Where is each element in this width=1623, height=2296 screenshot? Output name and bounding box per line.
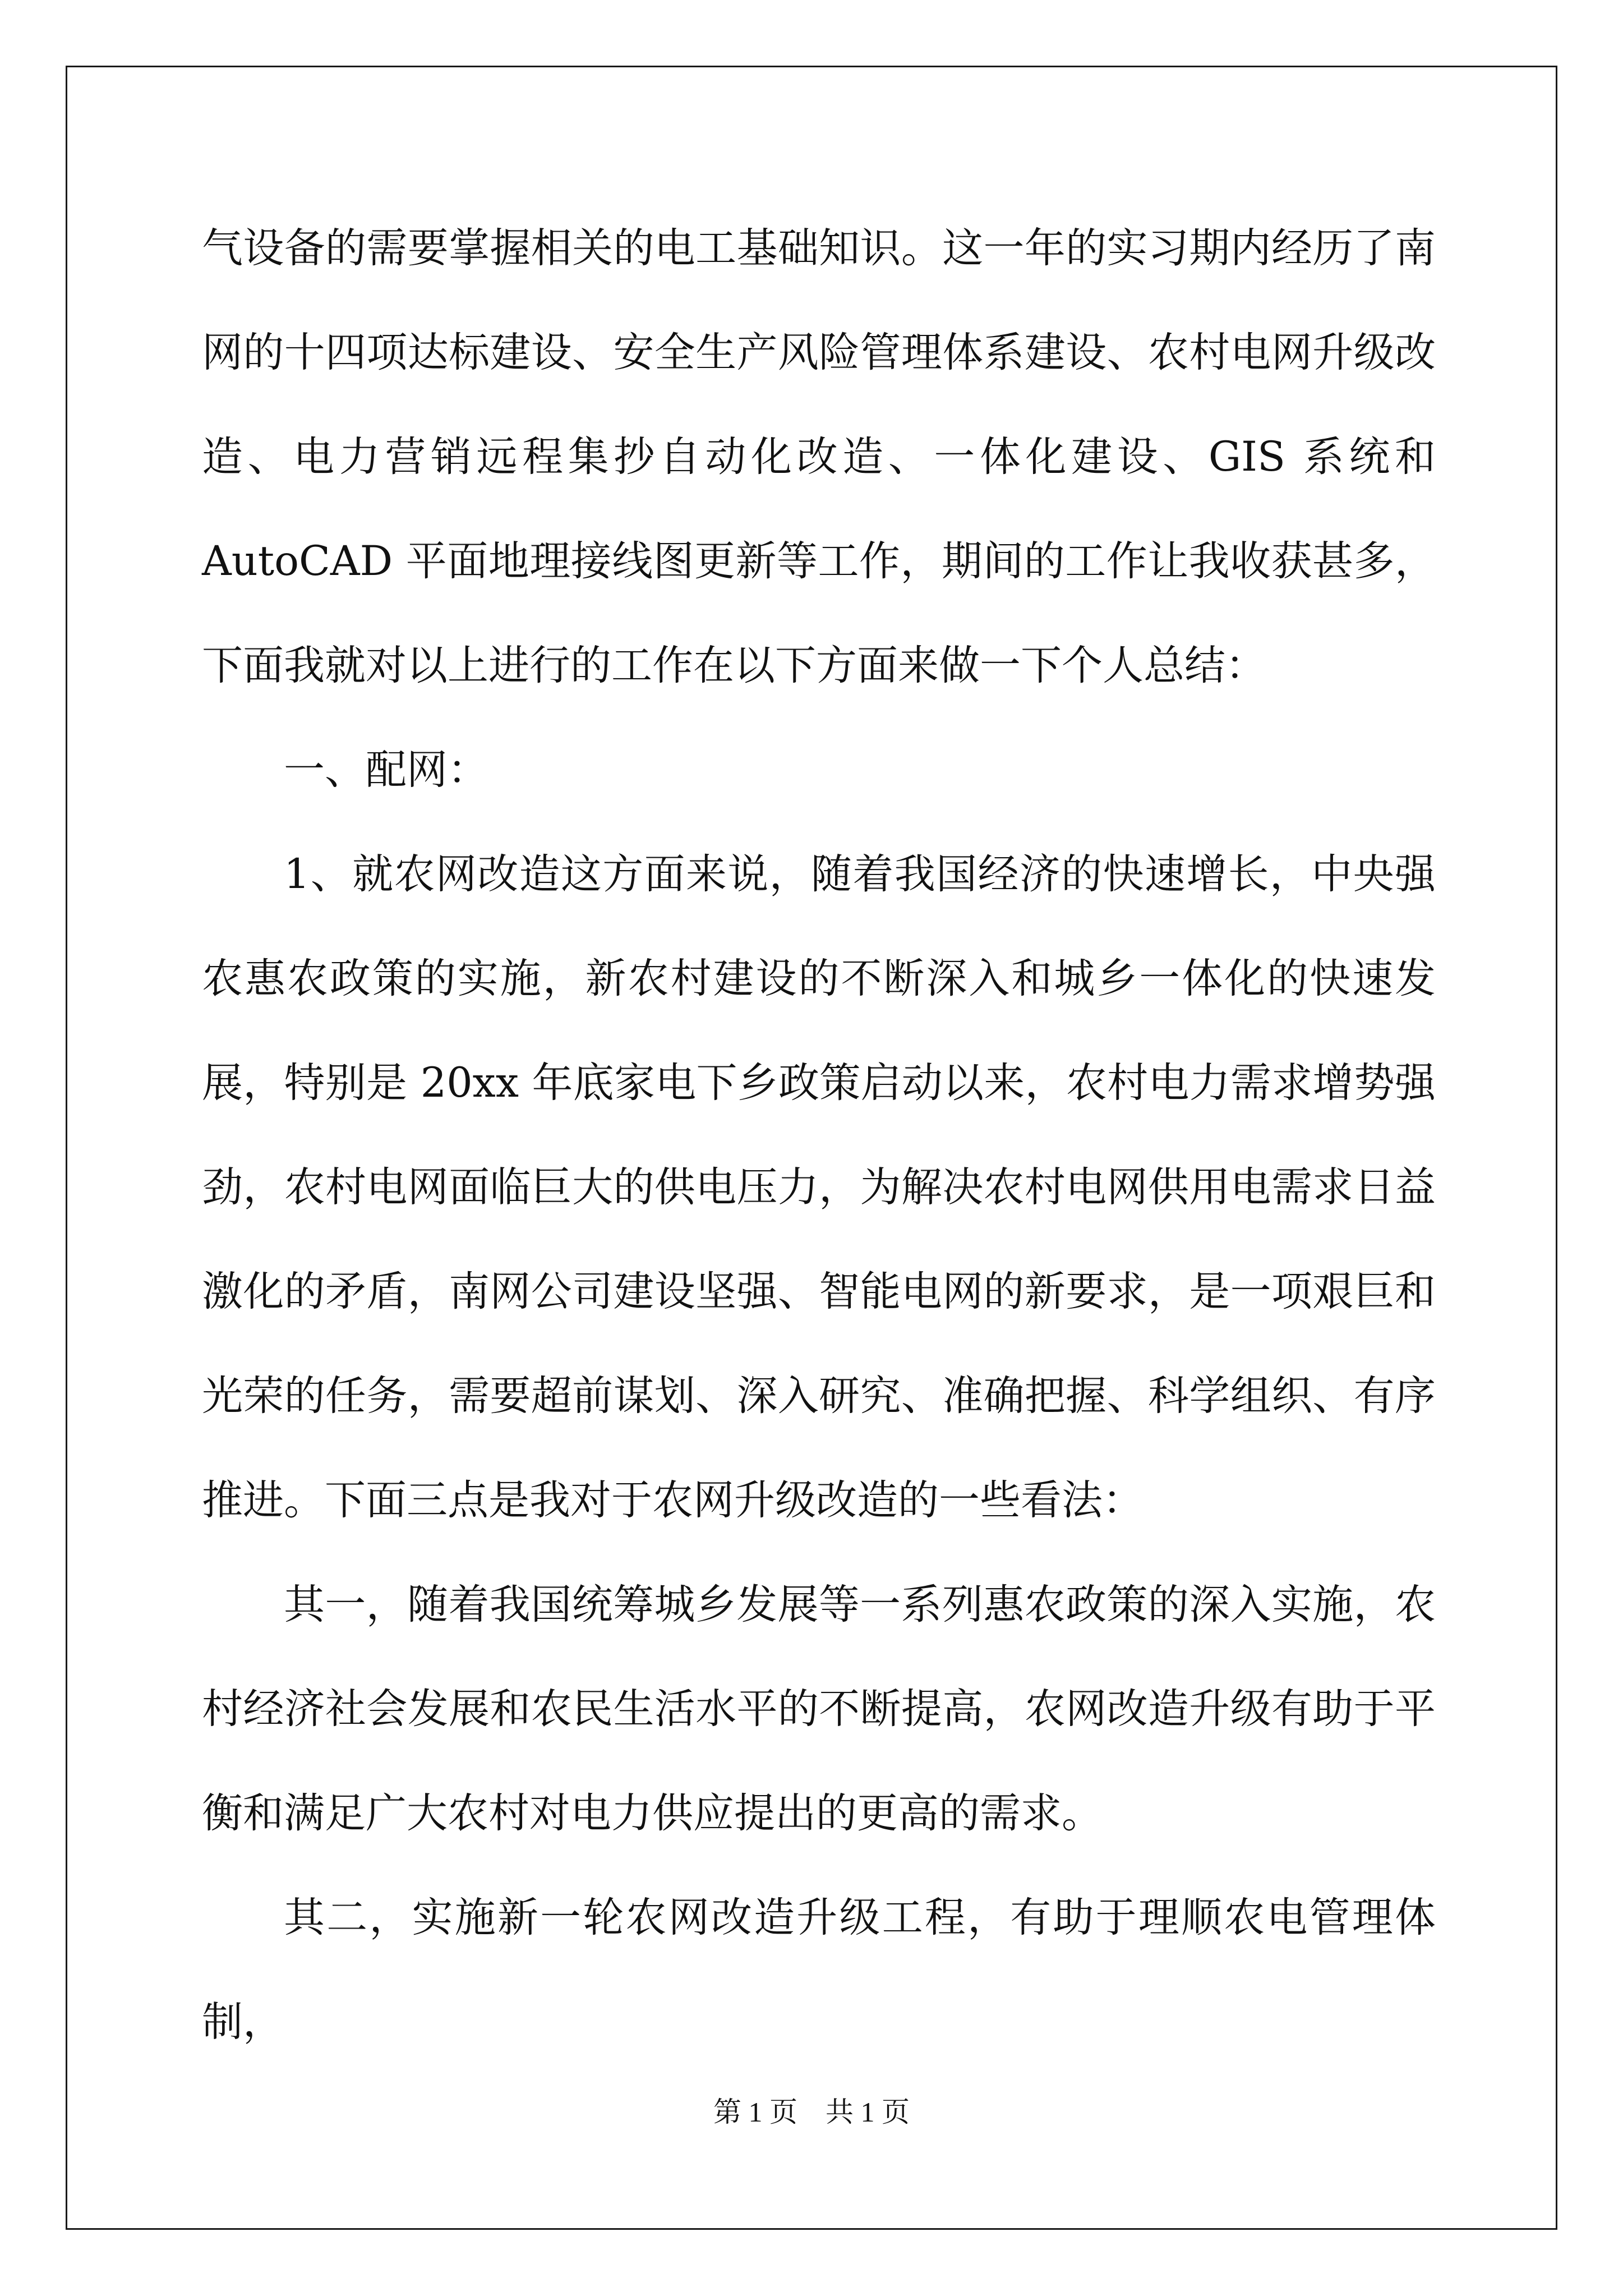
paragraph-2-heading: 一、配网： [284, 746, 488, 794]
paragraph-1: 气设备的需要掌握相关的电工基础知识。这一年的实习期内经历了南网的十四项达标建设、安全生产风险管理体系建设、农村电网升级改造、电力营销远程集抄自动化改造、一体化建设、GIS 系统和 AutoCAD 平面地理接线图更新等工作，期间的工作让我收获甚多，下面我就对以上进行的工作在以下方面来做一下个人总结： [202, 224, 1436, 689]
paragraph-4: 其一，随着我国统筹城乡发展等一系列惠农政策的深入实施，农村经济社会发展和农民生活水平的不断提高，农网改造升级有助于平衡和满足广大农村对电力供应提出的更高的需求。 [202, 1581, 1436, 1837]
page-footer: 第 1 页 共 1 页 [713, 2096, 910, 2128]
paragraph-5: 其二，实施新一轮农网改造升级工程，有助于理顺农电管理体制， [202, 1894, 1436, 2046]
document-body [202, 196, 1436, 2074]
paragraph-3: 1、就农网改造这方面来说，随着我国经济的快速增长，中央强农惠农政策的实施，新农村建设的不断深入和城乡一体化的快速发展，特别是 20xx 年底家电下乡政策启动以来，农村电力需求增势强劲，农村电网面临巨大的供电压力，为解决农村电网供用电需求日益激化的矛盾，南网公司建设坚强、智能电网的新要求，是一项艰巨和光荣的任务，需要超前谋划、深入研究、准确把握、科学组织、有序推进。下面三点是我对于农网升级改造的一些看法： [202, 850, 1436, 1524]
